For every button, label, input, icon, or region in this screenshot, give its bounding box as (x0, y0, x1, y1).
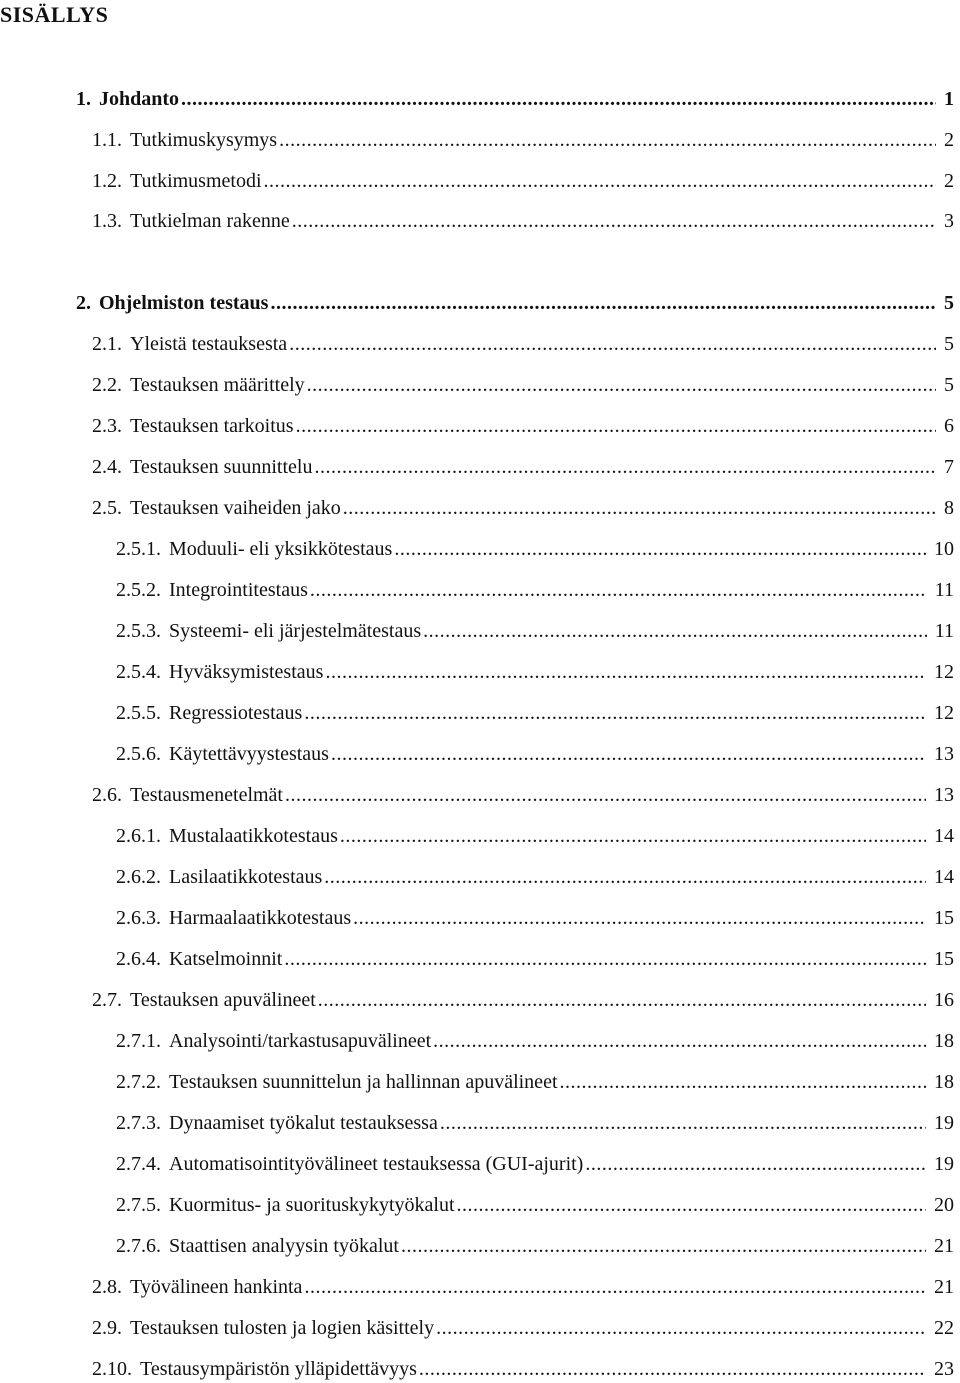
toc-entry[interactable] (76, 290, 954, 316)
toc-entry-number: 2.7.4. (116, 1153, 161, 1175)
dot-leader (285, 782, 926, 808)
toc-entry-number: 2.8. (92, 1276, 122, 1298)
toc-entry-title: Testausmenetelmät (130, 784, 283, 806)
toc-entry-number: 2.6. (92, 784, 122, 806)
toc-entry-page-number: 5 (944, 292, 954, 314)
toc-entry-number: 2.7.5. (116, 1194, 161, 1216)
toc-entry-number: 2.5.4. (116, 661, 161, 683)
toc-entry[interactable] (92, 1274, 954, 1300)
toc-entry-page-number: 20 (934, 1194, 954, 1216)
toc-entry-page-number: 13 (934, 784, 954, 806)
toc-entry-page-number: 1 (944, 88, 954, 110)
toc-entry[interactable] (116, 823, 954, 849)
toc-entry-number: 2.5. (92, 497, 122, 519)
dot-leader (318, 987, 926, 1013)
toc-entry-page-number: 23 (934, 1358, 954, 1380)
toc-entry[interactable] (116, 536, 954, 562)
toc-entry-title: Testauksen vaiheiden jako (130, 497, 341, 519)
dot-leader (433, 1028, 926, 1054)
dot-leader (307, 372, 936, 398)
toc-entry[interactable] (116, 741, 954, 767)
toc-entry-number: 2.5.1. (116, 538, 161, 560)
toc-entry-number: 1.2. (92, 170, 122, 192)
page-title: SISÄLLYS (0, 2, 109, 27)
toc-entry-title: Automatisointityövälineet testauksessa (GUI-ajurit) (169, 1153, 584, 1175)
dot-leader (401, 1233, 926, 1259)
dot-leader (304, 700, 926, 726)
toc-entry-page-number: 7 (944, 456, 954, 478)
toc-entry-page-number: 6 (944, 415, 954, 437)
toc-entry[interactable] (92, 495, 954, 521)
toc-entry-title: Testauksen tarkoitus (130, 415, 294, 437)
toc-entry[interactable] (92, 127, 954, 153)
toc-entry-number: 2.2. (92, 374, 122, 396)
toc-entry-title: Tutkimusmetodi (130, 170, 262, 192)
toc-entry-number: 2.4. (92, 456, 122, 478)
toc-entry[interactable] (116, 905, 954, 931)
dot-leader (284, 946, 926, 972)
toc-entry-title: Yleistä testauksesta (130, 333, 288, 355)
dot-leader (419, 1356, 926, 1382)
toc-entry-number: 2.1. (92, 333, 122, 355)
dot-leader (331, 741, 926, 767)
toc-entry-page-number: 14 (934, 866, 954, 888)
toc-entry-page-number: 13 (934, 743, 954, 765)
toc-entry-page-number: 19 (934, 1153, 954, 1175)
toc-entry-number: 2.7.3. (116, 1112, 161, 1134)
toc-entry-title: Dynaamiset työkalut testauksessa (169, 1112, 438, 1134)
toc-entry[interactable] (116, 864, 954, 890)
toc-entry-title: Hyväksymistestaus (169, 661, 324, 683)
toc-entry-number: 2.5.3. (116, 620, 161, 642)
dot-leader (289, 331, 936, 357)
toc-entry-number: 2.7.1. (116, 1030, 161, 1052)
toc-entry-number: 2.7.6. (116, 1235, 161, 1257)
dot-leader (314, 454, 936, 480)
toc-entry[interactable] (116, 1151, 954, 1177)
toc-entry-title: Käytettävyystestaus (169, 743, 329, 765)
toc-entry-number: 2.9. (92, 1317, 122, 1339)
toc-entry-page-number: 21 (934, 1276, 954, 1298)
toc-entry-title: Integrointitestaus (169, 579, 308, 601)
toc-entry-title: Testauksen tulosten ja logien käsittely (130, 1317, 435, 1339)
toc-entry-page-number: 21 (934, 1235, 954, 1257)
dot-leader (325, 659, 926, 685)
toc-entry-page-number: 12 (934, 702, 954, 724)
toc-entry-page-number: 16 (934, 989, 954, 1011)
dot-leader (292, 208, 936, 234)
toc-entry[interactable] (92, 782, 954, 808)
toc-entry[interactable] (92, 1315, 954, 1341)
toc-entry-title: Testauksen määrittely (130, 374, 305, 396)
dot-leader (560, 1069, 927, 1095)
dot-leader (440, 1110, 926, 1136)
toc-entry-page-number: 2 (944, 170, 954, 192)
toc-entry[interactable] (76, 86, 954, 112)
dot-leader (279, 127, 936, 153)
toc-entry-number: 2.5.6. (116, 743, 161, 765)
toc-entry[interactable] (92, 168, 954, 194)
toc-entry[interactable] (92, 208, 954, 234)
toc-entry[interactable] (116, 1192, 954, 1218)
dot-leader (296, 413, 936, 439)
toc-entry-number: 2.7. (92, 989, 122, 1011)
dot-leader (324, 864, 926, 890)
toc-entry-page-number: 19 (934, 1112, 954, 1134)
toc-entry-number: 2.6.2. (116, 866, 161, 888)
toc-entry-title: Moduuli- eli yksikkötestaus (169, 538, 393, 560)
toc-entry-page-number: 8 (944, 497, 954, 519)
toc-entry[interactable] (116, 618, 954, 644)
toc-entry[interactable] (116, 1069, 954, 1095)
toc-entry-title: Johdanto (99, 88, 180, 110)
dot-leader (436, 1315, 926, 1341)
toc-entry-number: 2.5.2. (116, 579, 161, 601)
dot-leader (343, 495, 936, 521)
toc-entry-title: Tutkielman rakenne (130, 210, 290, 232)
dot-leader (423, 618, 927, 644)
toc-entry[interactable] (116, 946, 954, 972)
toc-entry[interactable] (92, 1356, 954, 1382)
toc-entry[interactable] (92, 372, 954, 398)
toc-entry-page-number: 15 (934, 907, 954, 929)
toc-entry[interactable] (116, 1233, 954, 1259)
toc-entry[interactable] (92, 987, 954, 1013)
toc-entry-page-number: 10 (934, 538, 954, 560)
toc-entry-page-number: 11 (934, 620, 954, 642)
toc-entry-page-number: 15 (934, 948, 954, 970)
toc-entry-page-number: 18 (934, 1030, 954, 1052)
dot-leader (304, 1274, 926, 1300)
toc-entry-title: Regressiotestaus (169, 702, 303, 724)
dot-leader (457, 1192, 926, 1218)
toc-entry[interactable] (92, 331, 954, 357)
toc-entry-title: Työvälineen hankinta (130, 1276, 303, 1298)
toc-entry-number: 2.10. (92, 1358, 132, 1380)
toc-entry-title: Testauksen suunnittelu (130, 456, 313, 478)
toc-entry-number: 2. (76, 292, 91, 314)
toc-entry-page-number: 5 (944, 374, 954, 396)
toc-entry-page-number: 5 (944, 333, 954, 355)
toc-entry-page-number: 18 (934, 1071, 954, 1093)
toc-entry-number: 1. (76, 88, 91, 110)
toc-entry[interactable] (116, 700, 954, 726)
toc-entry-title: Katselmoinnit (169, 948, 283, 970)
toc-entry-title: Tutkimuskysymys (130, 129, 278, 151)
toc-entry-number: 1.1. (92, 129, 122, 151)
toc-entry-number: 1.3. (92, 210, 122, 232)
dot-leader (310, 577, 927, 603)
toc-entry-page-number: 22 (934, 1317, 954, 1339)
toc-entry-title: Mustalaatikkotestaus (169, 825, 338, 847)
toc-entry-page-number: 3 (944, 210, 954, 232)
toc-entry-title: Testausympäristön ylläpidettävyys (140, 1358, 417, 1380)
toc-entry-number: 2.7.2. (116, 1071, 161, 1093)
toc-entry-title: Harmaalaatikkotestaus (169, 907, 352, 929)
toc-entry[interactable] (92, 454, 954, 480)
dot-leader (264, 168, 936, 194)
toc-entry[interactable] (116, 1110, 954, 1136)
dot-leader (340, 823, 926, 849)
toc-entry-title: Staattisen analyysin työkalut (169, 1235, 399, 1257)
toc-entry-title: Testauksen suunnittelun ja hallinnan apuvälineet (169, 1071, 558, 1093)
dot-leader (394, 536, 926, 562)
toc-entry[interactable] (116, 659, 954, 685)
dot-leader (270, 290, 936, 316)
toc-entry-number: 2.6.4. (116, 948, 161, 970)
dot-leader (181, 86, 936, 112)
toc-entry-page-number: 11 (934, 579, 954, 601)
toc-entry-page-number: 12 (934, 661, 954, 683)
toc-entry-number: 2.3. (92, 415, 122, 437)
toc-entry-number: 2.6.1. (116, 825, 161, 847)
toc-entry-number: 2.6.3. (116, 907, 161, 929)
toc-entry-title: Ohjelmiston testaus (99, 292, 269, 314)
dot-leader (585, 1151, 926, 1177)
toc-entry-number: 2.5.5. (116, 702, 161, 724)
toc-entry[interactable] (116, 1028, 954, 1054)
toc-entry-title: Analysointi/tarkastusapuvälineet (169, 1030, 432, 1052)
toc-entry[interactable] (92, 413, 954, 439)
toc-entry-title: Kuormitus- ja suorituskykytyökalut (169, 1194, 455, 1216)
toc-entry-title: Lasilaatikkotestaus (169, 866, 323, 888)
toc-entry-page-number: 14 (934, 825, 954, 847)
toc-entry-title: Systeemi- eli järjestelmätestaus (169, 620, 422, 642)
toc-entry[interactable] (116, 577, 954, 603)
dot-leader (353, 905, 926, 931)
toc-entry-page-number: 2 (944, 129, 954, 151)
toc-entry-title: Testauksen apuvälineet (130, 989, 316, 1011)
